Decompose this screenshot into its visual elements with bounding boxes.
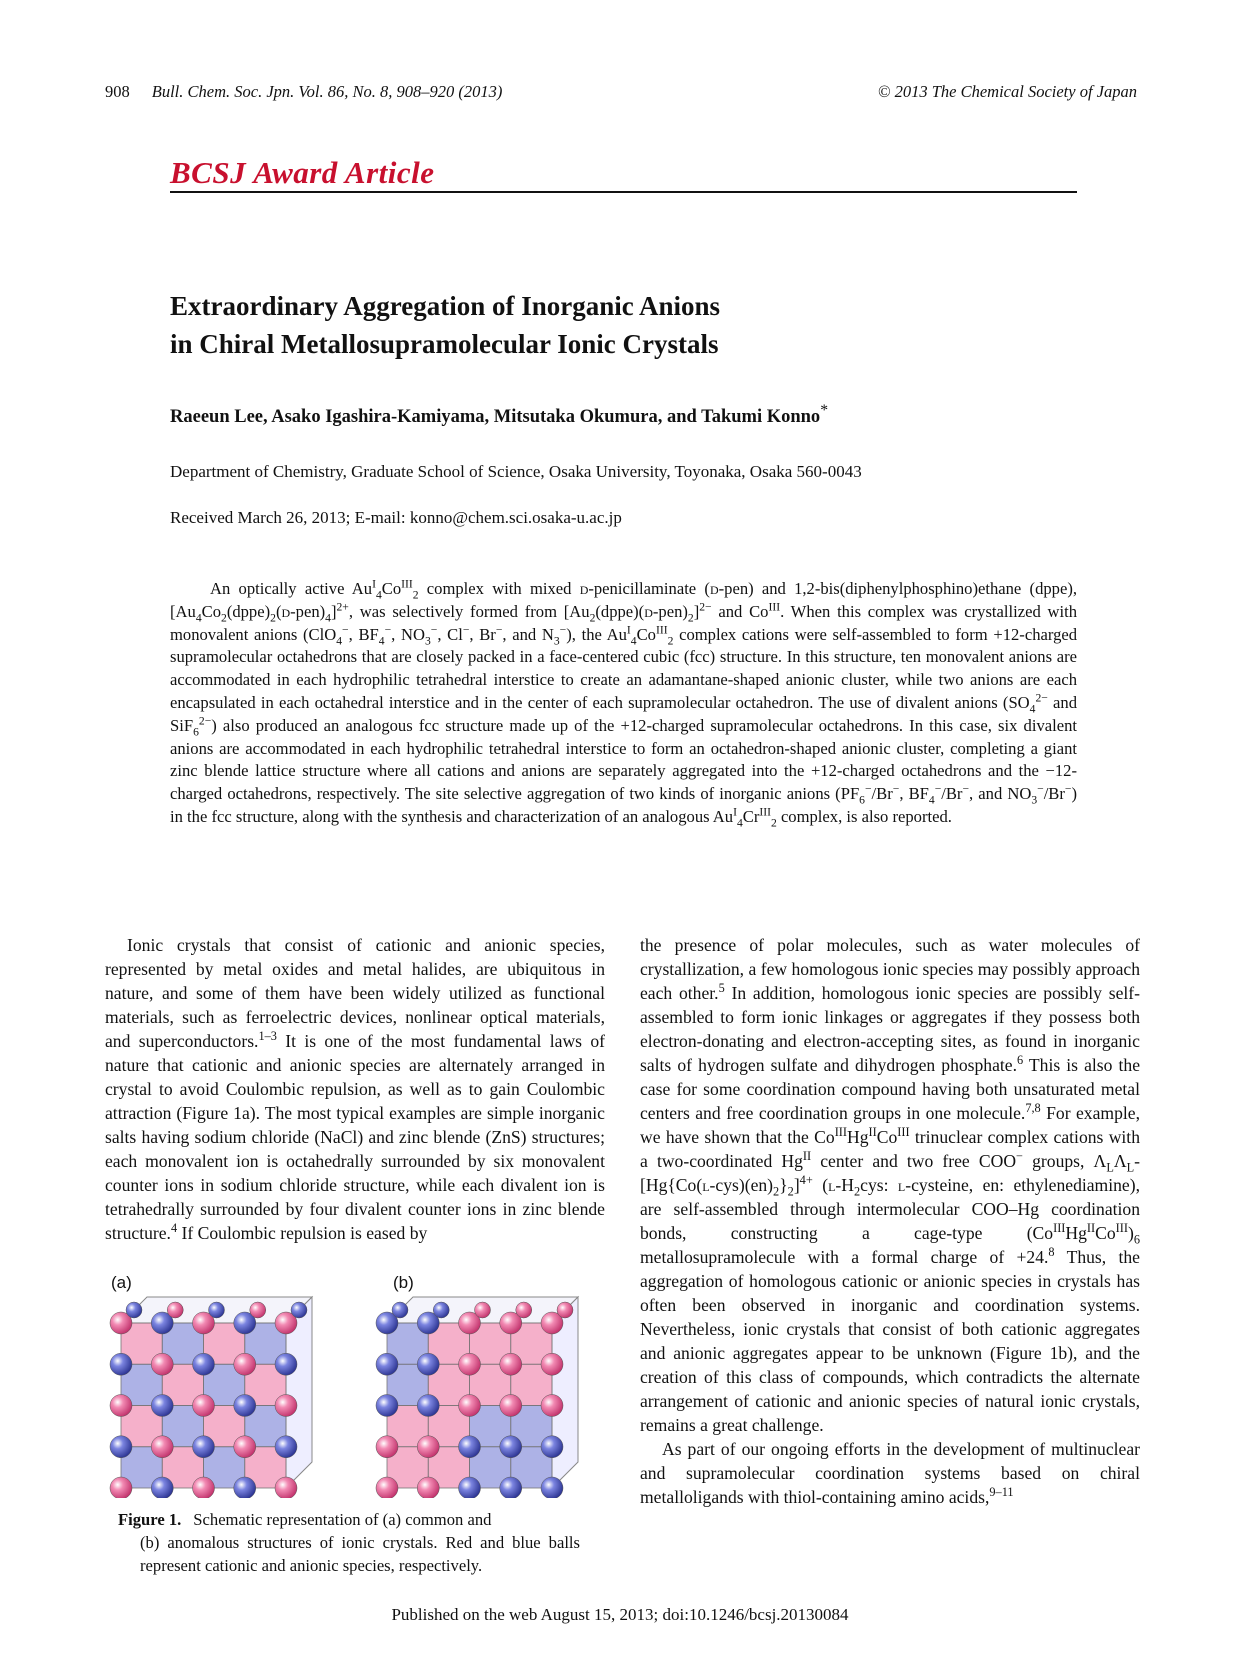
figure-label-b: (b)	[393, 1273, 414, 1292]
cation-ball	[459, 1395, 481, 1417]
title-line-1: Extraordinary Aggregation of Inorganic Anions	[170, 291, 721, 321]
right-paragraph-2: As part of our ongoing efforts in the development of multinuclear and supramolecular coordination systems based on chiral metalloligands with thiol-containing amino acids,$^{9-11}$	[640, 1439, 1140, 1507]
cation-ball	[193, 1477, 215, 1498]
page-number: 908	[105, 82, 130, 101]
anion-ball	[392, 1302, 408, 1318]
anion-ball	[433, 1302, 449, 1318]
journal-citation: Bull. Chem. Soc. Jpn. Vol. 86, No. 8, 908–920 (2013)	[151, 82, 503, 101]
cation-ball	[459, 1353, 481, 1375]
authors-text: Raeeun Lee, Asako Igashira-Kamiyama, Mitsutaka Okumura, and Takumi Konno	[170, 407, 821, 427]
anion-ball	[417, 1395, 439, 1417]
cube-b-anomalous-structure	[376, 1297, 578, 1498]
cation-ball	[151, 1353, 173, 1375]
cation-ball	[250, 1302, 266, 1318]
anion-ball	[209, 1302, 225, 1318]
anion-ball	[500, 1436, 522, 1458]
figure-label-a: (a)	[111, 1273, 132, 1292]
cation-ball	[475, 1302, 491, 1318]
anion-ball	[376, 1395, 398, 1417]
cation-ball	[541, 1353, 563, 1375]
cation-ball	[234, 1436, 256, 1458]
anion-ball	[234, 1477, 256, 1498]
footer-publication-line: Published on the web August 15, 2013; doi:10.1246/bcsj.20130084	[391, 1605, 849, 1624]
cation-ball	[275, 1395, 297, 1417]
affiliation: Department of Chemistry, Graduate School of Science, Osaka University, Toyonaka, Osaka 560-0043	[170, 462, 862, 481]
cation-ball	[376, 1436, 398, 1458]
cation-ball	[417, 1436, 439, 1458]
corresponding-mark: *	[820, 401, 829, 419]
cation-ball	[275, 1477, 297, 1498]
cation-ball	[110, 1395, 132, 1417]
anion-ball	[459, 1477, 481, 1498]
cation-ball	[234, 1353, 256, 1375]
author-list	[170, 401, 829, 428]
cation-ball	[516, 1302, 532, 1318]
article-title	[170, 287, 1070, 363]
cation-ball	[417, 1477, 439, 1498]
anion-ball	[126, 1302, 142, 1318]
cation-ball	[167, 1302, 183, 1318]
cation-ball	[500, 1353, 522, 1375]
cation-ball	[151, 1436, 173, 1458]
figure-1	[105, 1273, 605, 1498]
intro-paragraph-1: Ionic crystals that consist of cationic and anionic species, represented by metal oxides and metal halides, are ubiquitous in nature, and some of them have been widely utilized as functional materials, such as ferroelectric devices, nonlinear optical materials, and superconductors.$^{1-3}$ It is one of the most fundamental laws of nature that cationic and anionic species are alternately arranged in crystal to avoid Coulombic repulsion, as well as to gain Coulombic attraction (Figure 1a). The most typical examples are simple inorganic salts having sodium chloride (NaCl) and zinc blende (ZnS) structures; each monovalent ion is octahedrally surrounded by six monovalent counter ions in sodium chloride structure, while each divalent ion is tetrahedrally surrounded by four divalent counter ions in zinc blende structure.$^4$ If Coulombic repulsion is eased by	[105, 935, 605, 1243]
anion-ball	[376, 1353, 398, 1375]
body-left-column	[105, 933, 605, 1245]
right-paragraph-1: the presence of polar molecules, such as water molecules of crystallization, a few homologous ionic species may possibly approach each other.$^5$ In addition, homologous ionic species are possibly self-assembled to form ionic linkages or aggregates if they possess both electron-donating and electron-accepting sites, as found in inorganic salts of hydrogen sulfate and dihydrogen phosphate.$^6$ This is also the case for some coordination compound having both unsaturated metal centers and free coordination groups in one molecule.$^{7,8}$ For example, we have shown that the $Co^{III}Hg^{II}Co^{III}$ trinuclear complex cations with a two-coordinated $Hg^{II}$ center and two free COO− groups, $\Lambda_L\Lambda_L-[Hg\{Co(l-cys)(en)_2\}_2]^{4+}$ ($l-H_2cys$: l-cysteine, en: ethylenediamine), are self-assembled through intermolecular COO–Hg coordination bonds, constructing a cage-type $(Co^{III}Hg^{II}Co^{III})_6$ metallosupramolecule with a formal charge of +24.$^8$ Thus, the aggregation of homologous cationic or anionic species in crystals has often been observed in inorganic and coordination systems. Nevertheless, ionic crystals that consist of both cationic aggregates and anionic aggregates appear to be unknown (Figure 1b), and the creation of this class of compounds, which contradicts the alternate arrangement of cationic and anionic species of natural ionic crystals, remains a great challenge.	[640, 935, 1141, 1435]
anion-ball	[275, 1436, 297, 1458]
anion-ball	[417, 1353, 439, 1375]
caption-continuation: (b) anomalous structures of ionic crystals. Red and blue balls represent cationic and anionic species, respectively.	[140, 1533, 580, 1575]
anion-ball	[541, 1477, 563, 1498]
cation-ball	[541, 1395, 563, 1417]
anion-ball	[110, 1436, 132, 1458]
anion-ball	[110, 1353, 132, 1375]
anion-ball	[275, 1353, 297, 1375]
anion-ball	[151, 1477, 173, 1498]
cation-ball	[193, 1395, 215, 1417]
figure-1-caption	[118, 1508, 580, 1577]
anion-ball	[291, 1302, 307, 1318]
running-header	[105, 82, 1137, 102]
anion-ball	[193, 1436, 215, 1458]
anion-ball	[234, 1395, 256, 1417]
abstract: An optically active $Au^I_4Co^{III}_2$ complex with mixed d-penicillaminate (d-pen) and 1,2-bis(diphenylphosphino)ethane (dppe), $[Au_4Co_2(dppe)_2(d-pen)_4]^{2+}$, was selectively formed from $[Au_2(dppe)(d-pen)_2]^{2-}$ and $Co^{III}$. When this complex was crystallized with monovalent anions (ClO$_4$−, $BF_4^-$, $NO_3^-$, Cl−, Br−, and $N_3^-$), the $Au^I_4Co^{III}_2$ complex cations were self-assembled to form +12-charged supramolecular octahedrons that are closely packed in a face-centered cubic (fcc) structure. In this structure, ten monovalent anions are accommodated in each hydrophilic tetrahedral interstice to create an adamantane-shaped anionic cluster, while two anions are each encapsulated in each octahedral interstice and in the center of each supramolecular octahedron. The use of divalent anions ($SO_4^{2-}$ and SiF$_6^{2-}$) also produced an analogous fcc structure made up of the +12-charged supramolecular octahedrons. In this case, six divalent anions are accommodated in each hydrophilic tetrahedral interstice to form an octahedron-shaped anionic cluster, completing a giant zinc blende lattice structure where all cations and anions are separately aggregated into the +12-charged octahedrons and the −12-charged octahedrons, respectively. The site selective aggregation of two kinds of inorganic anions ($PF_6^-/Br^-$, $BF_4^-/Br^-$, and $NO_3^-/Br^-$) in the fcc structure, along with the synthesis and characterization of an analogous $Au^I_4Cr^{III}_2$ complex, is also reported.	[170, 577, 1078, 830]
cation-ball	[110, 1477, 132, 1498]
cation-ball	[376, 1477, 398, 1498]
received-line: Received March 26, 2013; E-mail: konno@chem.sci.osaka-u.ac.jp	[170, 508, 622, 527]
cube-a-common-structure	[110, 1297, 312, 1498]
anion-ball	[500, 1477, 522, 1498]
caption-label: Figure 1.	[118, 1510, 182, 1529]
anion-ball	[541, 1436, 563, 1458]
section-rule	[170, 191, 1077, 193]
caption-line-1: Schematic representation of (a) common and	[193, 1510, 492, 1529]
cation-ball	[557, 1302, 573, 1318]
anion-ball	[151, 1395, 173, 1417]
copyright: © 2013 The Chemical Society of Japan	[877, 82, 1137, 101]
anion-ball	[459, 1436, 481, 1458]
body-right-column	[640, 933, 1140, 1509]
cation-ball	[500, 1395, 522, 1417]
title-line-2: in Chiral Metallosupramolecular Ionic Crystals	[170, 329, 719, 359]
figure-1-illustration	[105, 1283, 605, 1498]
anion-ball	[193, 1353, 215, 1375]
section-label: BCSJ Award Article	[170, 155, 435, 190]
